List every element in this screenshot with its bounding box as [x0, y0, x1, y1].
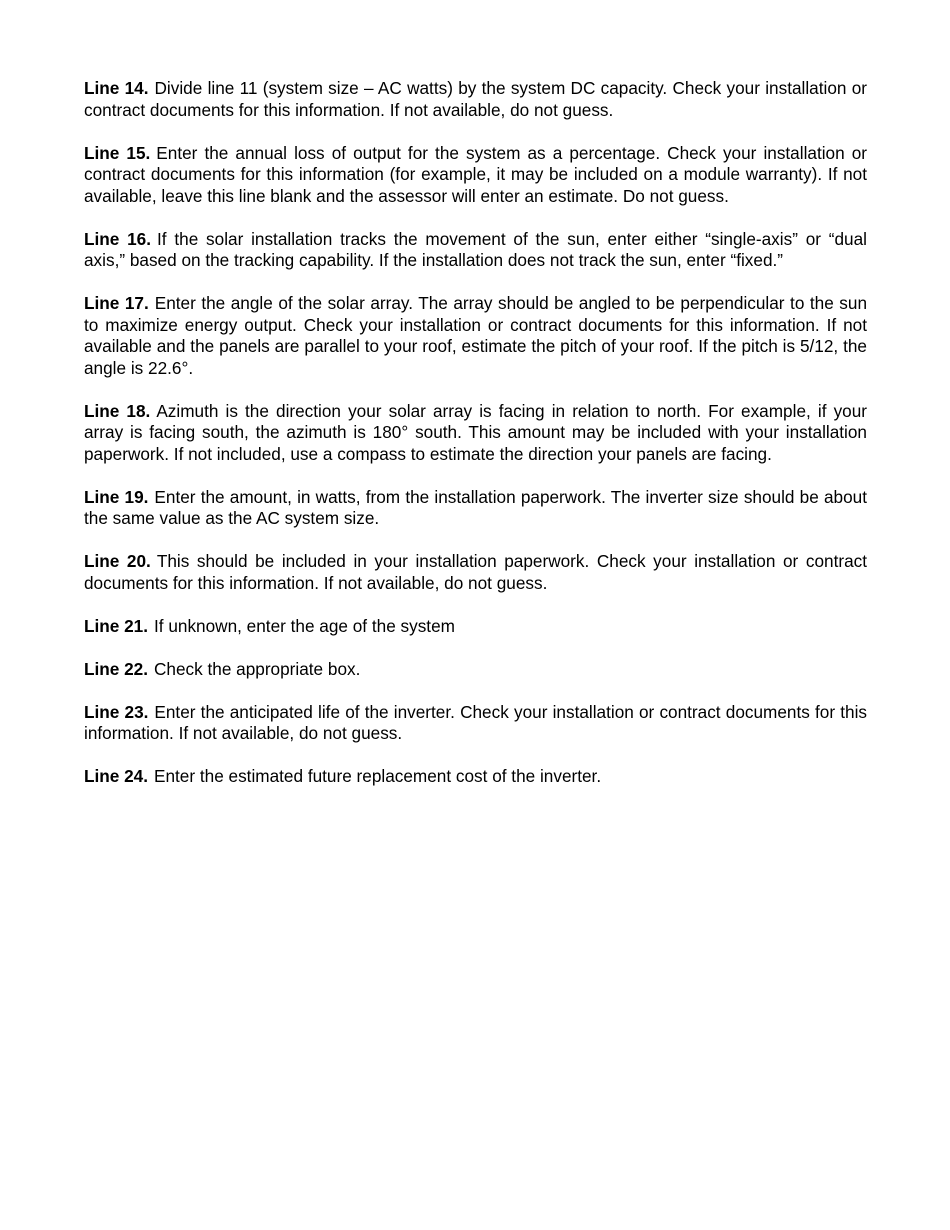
line-text: If unknown, enter the age of the system: [154, 615, 455, 636]
line-text: Enter the estimated future replacement cost of the inverter.: [154, 766, 602, 786]
line-label: Line 15.: [84, 142, 151, 163]
instruction-line-19: [84, 487, 867, 530]
line-label: Line 19.: [84, 486, 149, 507]
instruction-line-23: [84, 702, 867, 745]
line-text: Enter the annual loss of output for the system as a percentage. Check your installation or contract documents for this information (for example, it may be included on a module warranty). If not available, leave this line blank and the assessor will enter an estimate. Do not guess.: [84, 142, 867, 206]
line-text: Enter the anticipated life of the inverter. Check your installation or contract documents for this information. If not available, do not guess.: [84, 701, 867, 743]
instruction-line-17: [84, 293, 867, 379]
line-label: Line 14.: [84, 78, 149, 98]
line-label: Line 23.: [84, 701, 149, 722]
line-text: Enter the amount, in watts, from the installation paperwork. The inverter size should be about the same value as the AC system size.: [84, 486, 867, 528]
line-label: Line 24.: [84, 766, 148, 786]
line-label: Line 16.: [84, 228, 152, 249]
line-text: Check the appropriate box.: [154, 658, 361, 679]
instruction-line-20: [84, 551, 867, 594]
line-label: Line 21.: [84, 615, 148, 636]
line-label: Line 17.: [84, 293, 149, 313]
line-label: Line 22.: [84, 658, 148, 679]
instruction-line-18: [84, 401, 867, 466]
instruction-line-22: [84, 659, 867, 681]
instruction-line-14: [84, 78, 867, 121]
line-text: This should be included in your installation paperwork. Check your installation or contract documents for this information. If not available, do not guess.: [84, 551, 868, 593]
line-text: Azimuth is the direction your solar array is facing in relation to north. For example, if your array is facing south, the azimuth is 180° south. This amount may be included with your installation paperwork. If not included, use a compass to estimate the direction your panels are facing.: [84, 400, 868, 464]
instruction-line-16: [84, 229, 867, 272]
instruction-line-24: [84, 766, 867, 788]
line-text: Divide line 11 (system size – AC watts) by the system DC capacity. Check your installation or contract documents for this information. If not available, do not guess.: [84, 78, 867, 120]
line-label: Line 18.: [84, 400, 151, 421]
line-text: Enter the angle of the solar array. The array should be angled to be perpendicular to the sun to maximize energy output. Check your installation or contract documents for this information. If not available and the panels are parallel to your roof, estimate the pitch of your roof. If the pitch is 5/12, the angle is 22.6°.: [84, 293, 868, 378]
instruction-line-15: [84, 143, 867, 208]
instructions-page: [84, 78, 867, 809]
instruction-line-21: [84, 616, 867, 638]
line-label: Line 20.: [84, 551, 151, 571]
line-text: If the solar installation tracks the movement of the sun, enter either “single-axis” or “dual axis,” based on the tracking capability. If the installation does not track the sun, enter “fixed.”: [84, 228, 867, 270]
